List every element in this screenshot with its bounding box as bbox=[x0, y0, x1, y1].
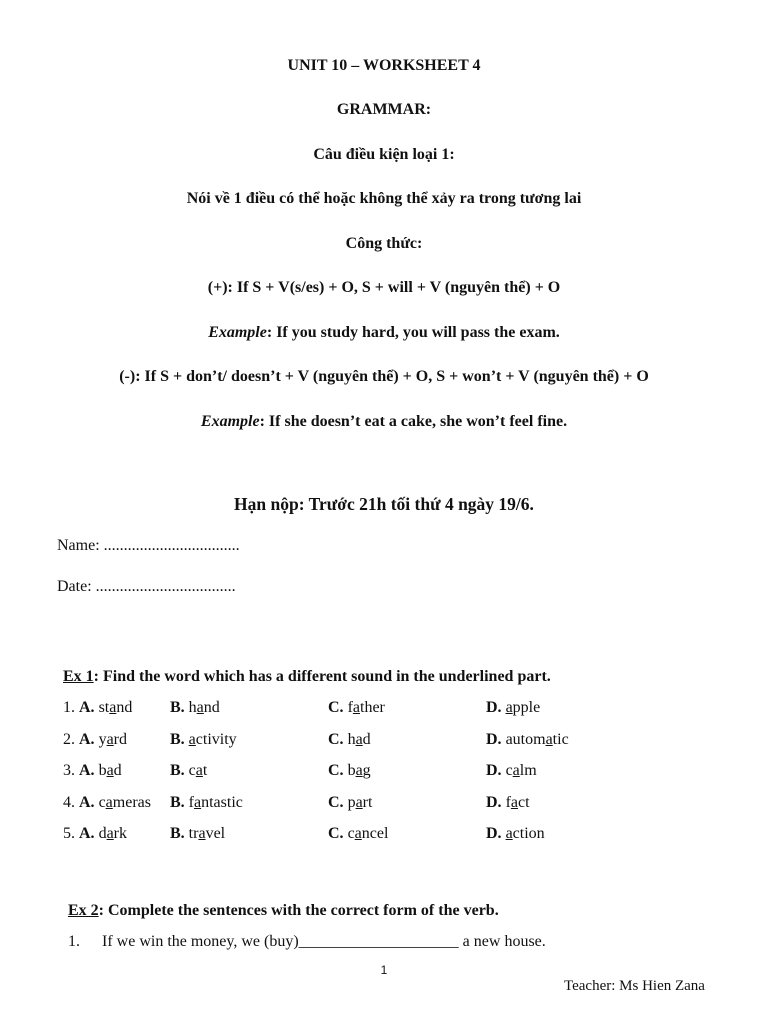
ex1-option-b[interactable]: B. activity bbox=[170, 731, 237, 748]
ex1-option-c[interactable]: C. cancel bbox=[328, 825, 389, 842]
ex1-option-c[interactable]: C. bag bbox=[328, 762, 371, 779]
ex1-option-c[interactable]: C. father bbox=[328, 699, 385, 716]
negative-example-text: : If she doesn’t eat a cake, she won’t feel fine. bbox=[259, 413, 568, 430]
date-field[interactable]: Date: ................................... bbox=[57, 578, 236, 595]
positive-formula: (+): If S + V(s/es) + O, S + will + V (nguyên thể) + O bbox=[207, 279, 561, 296]
ex1-option-a[interactable]: A. bad bbox=[79, 762, 122, 779]
ex1-instruction: : Find the word which has a different sound in the underlined part. bbox=[93, 668, 551, 685]
positive-example-text: : If you study hard, you will pass the exam. bbox=[266, 324, 560, 341]
example-label: Example bbox=[208, 324, 267, 341]
ex1-row-number: 2. bbox=[63, 731, 75, 748]
positive-example bbox=[0, 324, 768, 342]
grammar-description: Nói về 1 điều có thể hoặc không thể xảy ra trong tương lai bbox=[186, 190, 582, 207]
ex1-option-d[interactable]: D. apple bbox=[486, 699, 541, 716]
ex1-option-d[interactable]: D. fact bbox=[486, 794, 530, 811]
ex1-option-d[interactable]: D. calm bbox=[486, 762, 537, 779]
ex1-option-b[interactable]: B. travel bbox=[170, 825, 226, 842]
name-field[interactable]: Name: .................................. bbox=[57, 537, 240, 554]
grammar-heading: GRAMMAR: bbox=[336, 101, 432, 118]
ex1-row-number: 3. bbox=[63, 762, 75, 779]
ex1-option-a[interactable]: A. stand bbox=[79, 699, 133, 716]
negative-example bbox=[0, 413, 768, 431]
formula-label: Công thức: bbox=[345, 235, 423, 252]
ex2-heading bbox=[68, 902, 499, 920]
grammar-topic: Câu điều kiện loại 1: bbox=[313, 146, 455, 163]
ex2-item-text[interactable]: If we win the money, we (buy)____________________ a new house. bbox=[102, 933, 546, 950]
ex2-label: Ex 2 bbox=[68, 902, 99, 919]
ex2-instruction: : Complete the sentences with the correct form of the verb. bbox=[98, 902, 499, 919]
negative-formula: (-): If S + don’t/ doesn’t + V (nguyên thể) + O, S + won’t + V (nguyên thể) + O bbox=[119, 368, 649, 385]
ex1-row-number: 1. bbox=[63, 699, 75, 716]
ex1-option-b[interactable]: B. fantastic bbox=[170, 794, 243, 811]
ex1-option-a[interactable]: A. cameras bbox=[79, 794, 151, 811]
ex1-option-a[interactable]: A. yard bbox=[79, 731, 127, 748]
ex1-row-number: 4. bbox=[63, 794, 75, 811]
ex1-label: Ex 1 bbox=[63, 668, 94, 685]
ex1-option-b[interactable]: B. hand bbox=[170, 699, 220, 716]
page-number: 1 bbox=[380, 963, 388, 977]
worksheet-title: UNIT 10 – WORKSHEET 4 bbox=[287, 57, 481, 74]
example-label: Example bbox=[200, 413, 260, 430]
ex1-option-b[interactable]: B. cat bbox=[170, 762, 208, 779]
ex1-option-d[interactable]: D. action bbox=[486, 825, 545, 842]
deadline: Hạn nộp: Trước 21h tối thứ 4 ngày 19/6. bbox=[234, 494, 534, 514]
ex1-option-c[interactable]: C. part bbox=[328, 794, 373, 811]
ex1-option-d[interactable]: D. automatic bbox=[486, 731, 569, 748]
ex1-heading bbox=[63, 668, 551, 686]
ex1-option-a[interactable]: A. dark bbox=[79, 825, 127, 842]
ex1-row-number: 5. bbox=[63, 825, 75, 842]
teacher-credit: Teacher: Ms Hien Zana bbox=[564, 978, 705, 994]
ex1-option-c[interactable]: C. had bbox=[328, 731, 371, 748]
ex2-item-number: 1. bbox=[68, 933, 80, 950]
